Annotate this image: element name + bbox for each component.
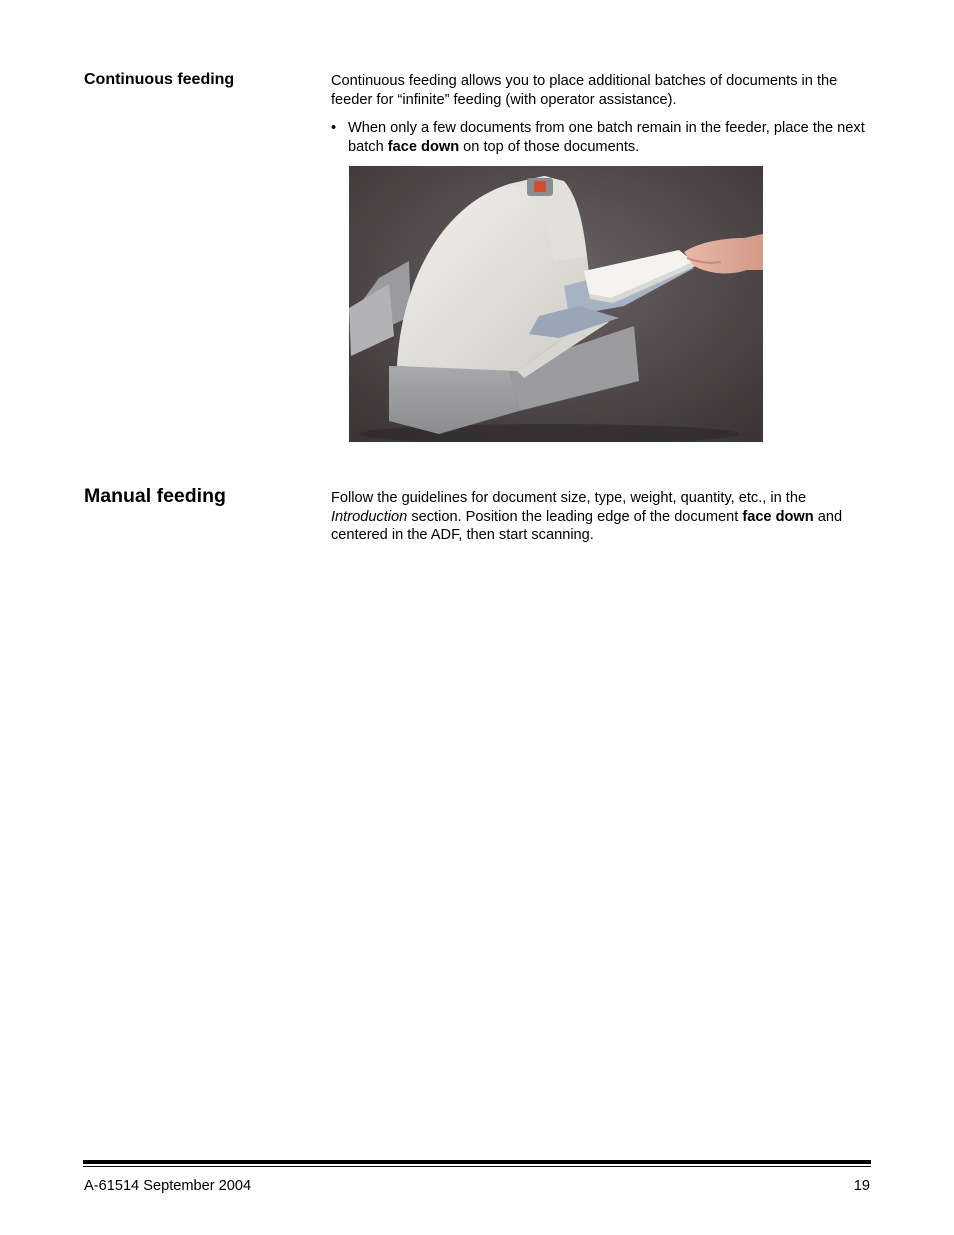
bullet-text-pre: When only a few documents from one batch remain in the feeder, place the next batch (348, 120, 865, 155)
manual-text-italic: Introduction (331, 508, 408, 525)
bullet-text-bold: face down (387, 138, 460, 155)
footer-page-number: 19 (853, 1178, 870, 1194)
manual-text-bold: face down (742, 508, 814, 525)
manual-text-post: and centered in the ADF, then start scanning. (331, 508, 843, 543)
manual-text-mid: section. Position the leading edge of the document (407, 508, 743, 525)
section-heading-continuous-feeding: Continuous feeding (84, 71, 235, 88)
footer-rule-thick (83, 1160, 871, 1164)
footer-document-id: A-61514 September 2004 (84, 1178, 252, 1194)
bullet-text (348, 119, 876, 156)
manual-feeding-text (331, 489, 876, 545)
bullet-mark: • (331, 120, 337, 136)
continuous-feeding-intro: Continuous feeding allows you to place additional batches of documents in the feeder for “infinite” feeding (with operator assistance). (331, 73, 838, 108)
footer-rule-thin (83, 1166, 871, 1167)
section-heading-manual-feeding: Manual feeding (84, 485, 226, 507)
scanner-photo (349, 166, 763, 442)
bullet-item (331, 119, 876, 156)
bullet-text-post: on top of those documents. (459, 138, 640, 155)
manual-text-pre: Follow the guidelines for document size, type, weight, quantity, etc., in the (331, 490, 807, 506)
